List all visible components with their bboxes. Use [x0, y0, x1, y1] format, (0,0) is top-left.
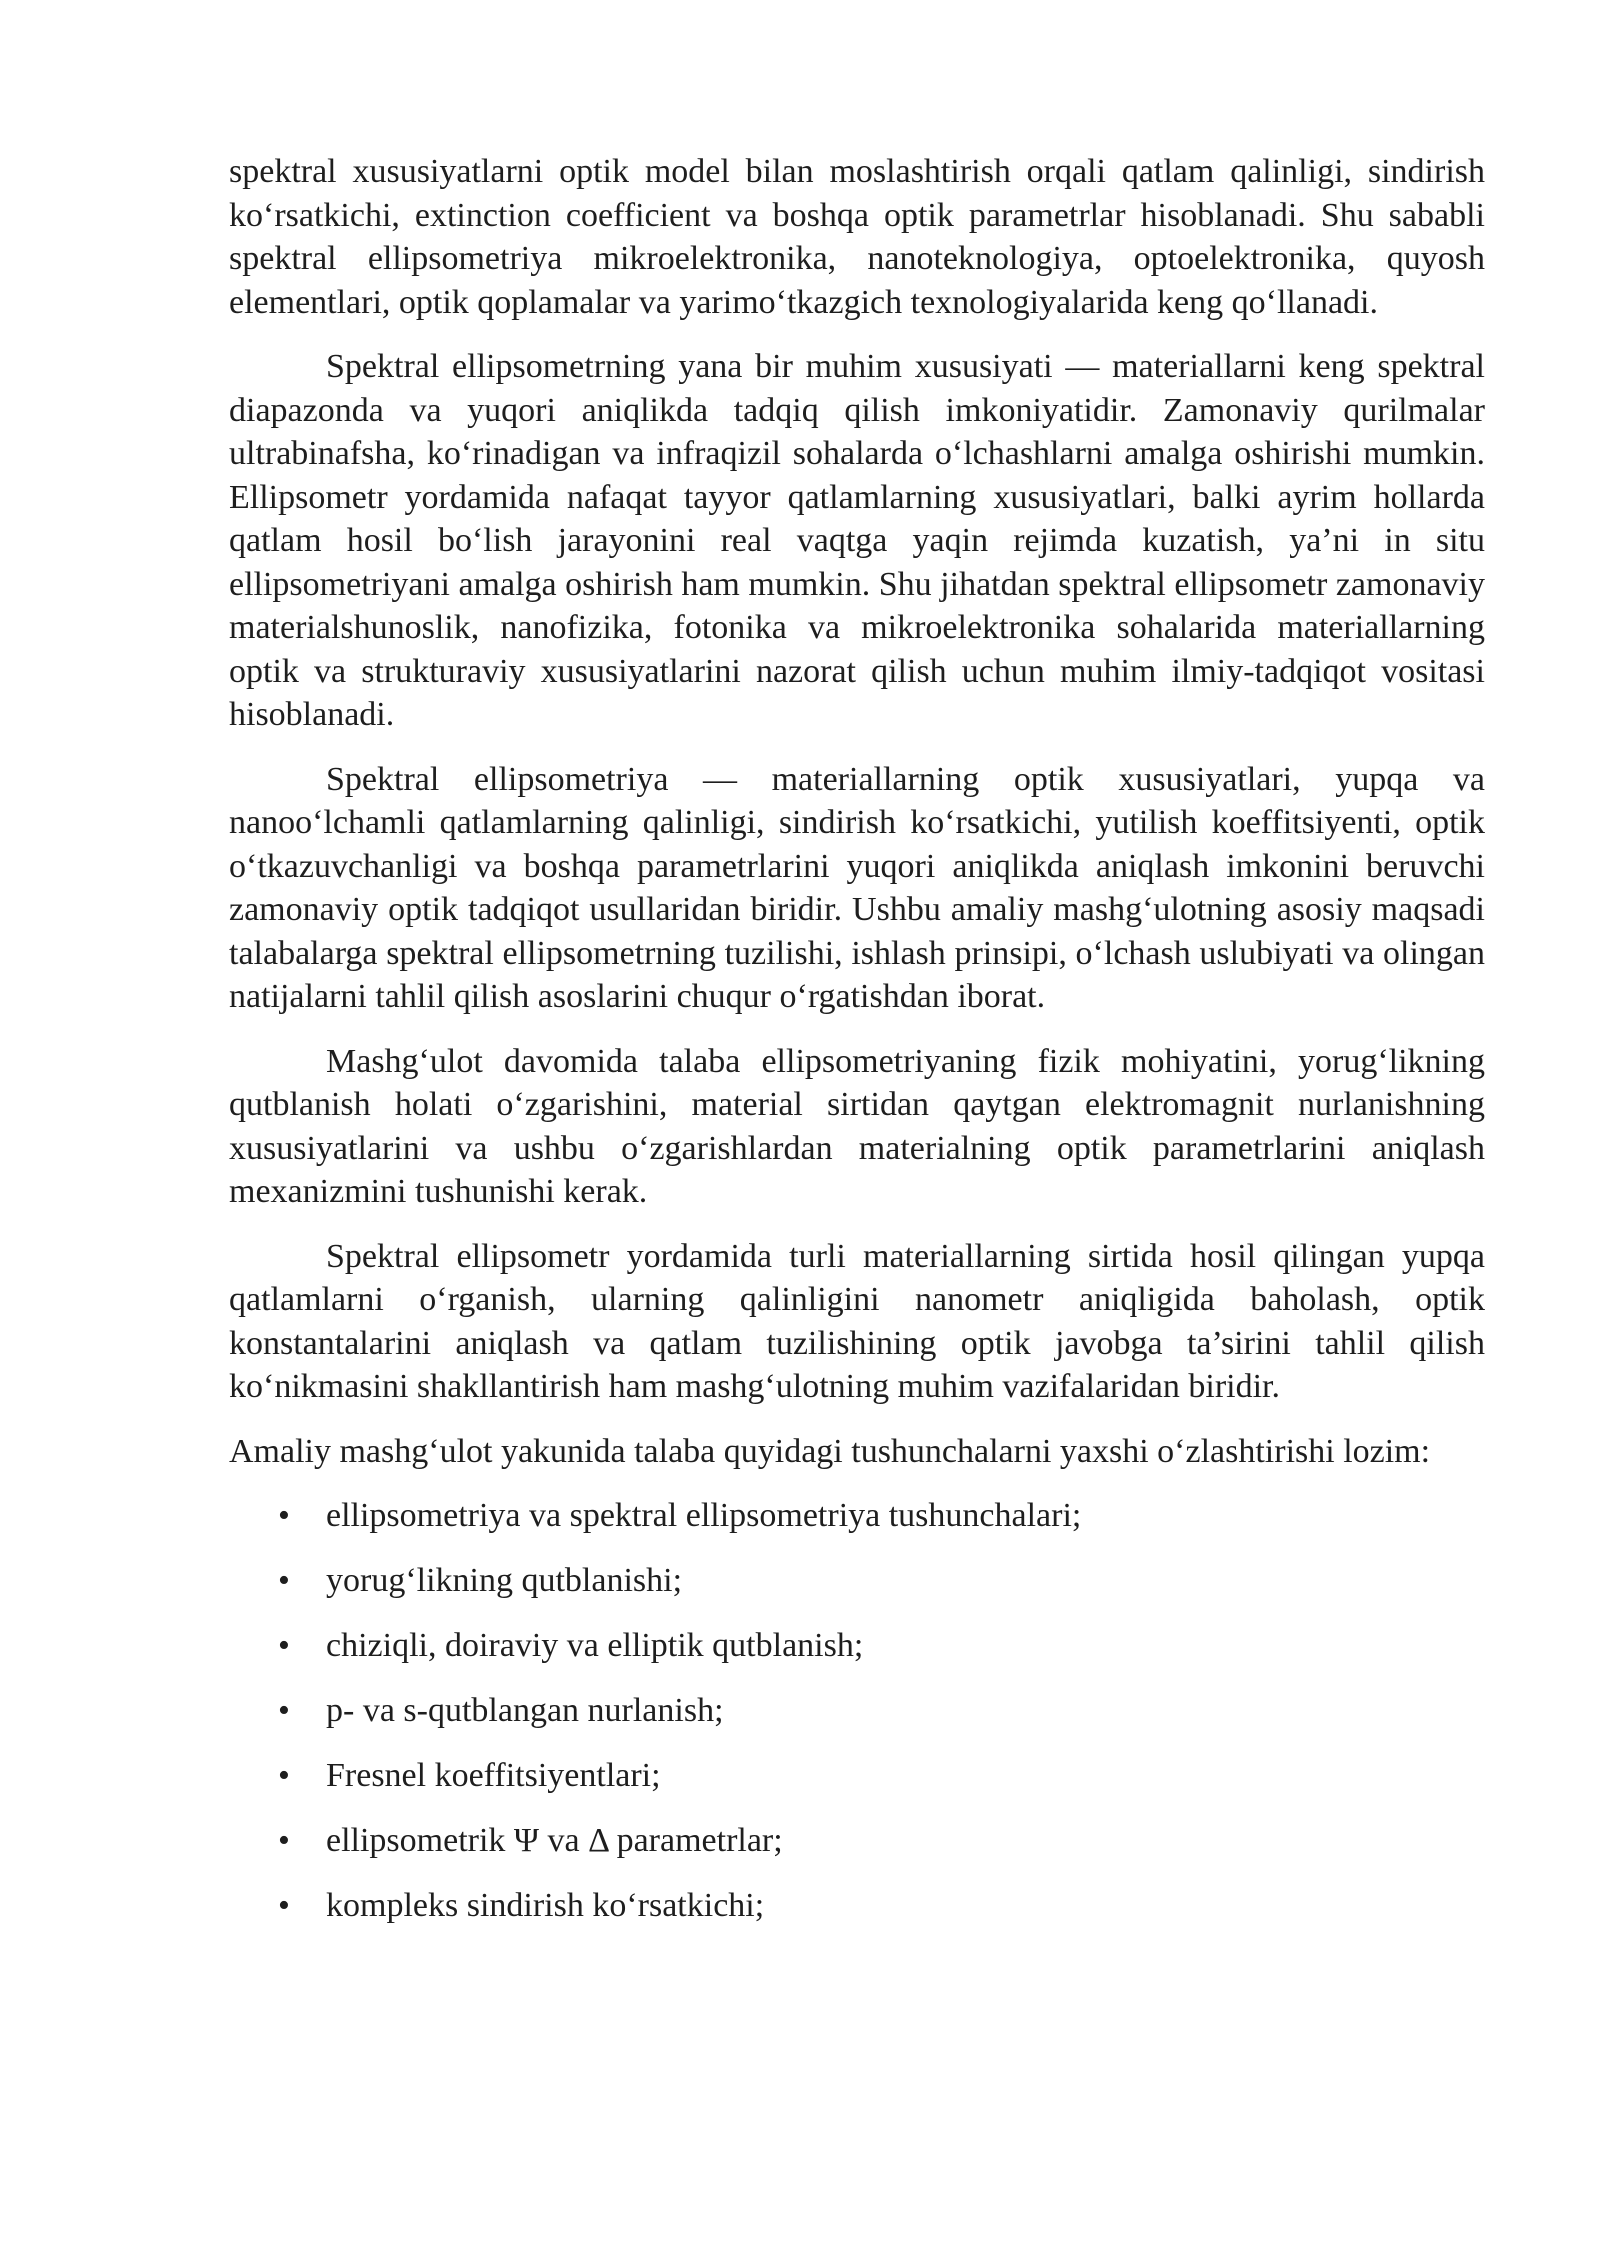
bullet-icon: •	[278, 1757, 290, 1794]
list-item	[229, 1624, 1485, 1668]
list-item	[229, 1819, 1485, 1863]
list-item-text: ellipsometriya va spektral ellipsometriya tushunchalari;	[326, 1497, 1082, 1534]
bullet-icon: •	[278, 1497, 290, 1534]
bullet-icon: •	[278, 1692, 290, 1729]
concepts-bullet-list	[229, 1494, 1485, 1928]
list-item	[229, 1494, 1485, 1538]
paragraph-learning-outcomes-intro: Amaliy mashg‘ulot yakunida talaba quyidagi tushunchalarni yaxshi o‘zlashtirishi lozim:	[229, 1432, 1431, 1470]
list-item	[229, 1689, 1485, 1733]
paragraph-spectral-ellipsometry-definition: Spektral ellipsometriya — materiallarning optik xususiyatlari, yupqa va nanoo‘lchamli qatlamlarning qalinligi, sindirish ko‘rsatkichi, yutilish koeffitsiyenti, optik o‘tkazuvchanligi va boshqa parametrlarini yuqori aniqlikda aniqlash imkonini beruvchi zamonaviy optik tadqiqot usullaridan biridir. Ushbu amaliy mashg‘ulotning asosiy maqsadi talabalarga spektral ellipsometrning tuzilishi, ishlash prinsipi, o‘lchash uslubiyati va olingan natijalarni tahlil qilish asoslarini chuqur o‘rgatishdan iborat.	[229, 760, 1485, 1015]
list-item	[229, 1884, 1485, 1928]
paragraph-spectral-ellipsometer-features: Spektral ellipsometrning yana bir muhim xususiyati — materiallarni keng spektral diapazonda va yuqori aniqlikda tadqiq qilish imkoniyatidir. Zamonaviy qurilmalar ultrabinafsha, ko‘rinadigan va infraqizil sohalarda o‘lchashlarni amalga oshirishi mumkin. Ellipsometr yordamida nafaqat tayyor qatlamlarning xususiyatlari, balki ayrim hollarda qatlam hosil bo‘lish jarayonini real vaqtga yaqin rejimda kuzatish, ya’ni in situ ellipsometriyani amalga oshirish ham mumkin. Shu jihatdan spektral ellipsometr zamonaviy materialshunoslik, nanofizika, fotonika va mikroelektronika sohalarida materiallarning optik va strukturaviy xususiyatlarini nazorat qilish uchun muhim ilmiy-tadqiqot vositasi hisoblanadi.	[229, 348, 1485, 733]
list-item-text: ellipsometrik Ψ va Δ parametrlar;	[326, 1822, 783, 1859]
bullet-icon: •	[278, 1887, 290, 1924]
list-item-text: kompleks sindirish ko‘rsatkichi;	[326, 1887, 765, 1924]
bullet-icon: •	[278, 1822, 290, 1859]
bullet-icon: •	[278, 1627, 290, 1664]
paragraph-continuation: spektral xususiyatlarni optik model bilan moslashtirish orqali qatlam qalinligi, sindirish ko‘rsatkichi, extinction coefficient va boshqa optik parametrlar hisoblanadi. Shu sababli spektral ellipsometriya mikroelektronika, nanoteknologiya, optoelektronika, quyosh elementlari, optik qoplamalar va yarimo‘tkazgich texnologiyalarida keng qo‘llanadi.	[229, 153, 1485, 321]
list-item-text: p- va s-qutblangan nurlanish;	[326, 1692, 724, 1729]
list-item	[229, 1559, 1485, 1603]
paragraph-lesson-tasks: Spektral ellipsometr yordamida turli materiallarning sirtida hosil qilingan yupqa qatlamlarni o‘rganish, ularning qalinligini nanometr aniqligida baholash, optik konstantalarini aniqlash va qatlam tuzilishining optik javobga ta’sirini tahlil qilish ko‘nikmasini shakllantirish ham mashg‘ulotning muhim vazifalaridan biridir.	[229, 1237, 1485, 1405]
paragraph-lesson-understanding: Mashg‘ulot davomida talaba ellipsometriyaning fizik mohiyatini, yorug‘likning qutblanish holati o‘zgarishini, material sirtidan qaytgan elektromagnit nurlanishning xususiyatlarini va ushbu o‘zgarishlardan materialning optik parametrlarini aniqlash mexanizmini tushunishi kerak.	[229, 1042, 1485, 1210]
list-item-text: Fresnel koeffitsiyentlari;	[326, 1757, 661, 1794]
list-item-text: yorug‘likning qutblanishi;	[326, 1562, 683, 1599]
bullet-icon: •	[278, 1562, 290, 1599]
document-body	[229, 150, 1485, 1949]
list-item-text: chiziqli, doiraviy va elliptik qutblanish;	[326, 1627, 864, 1664]
list-item	[229, 1754, 1485, 1798]
